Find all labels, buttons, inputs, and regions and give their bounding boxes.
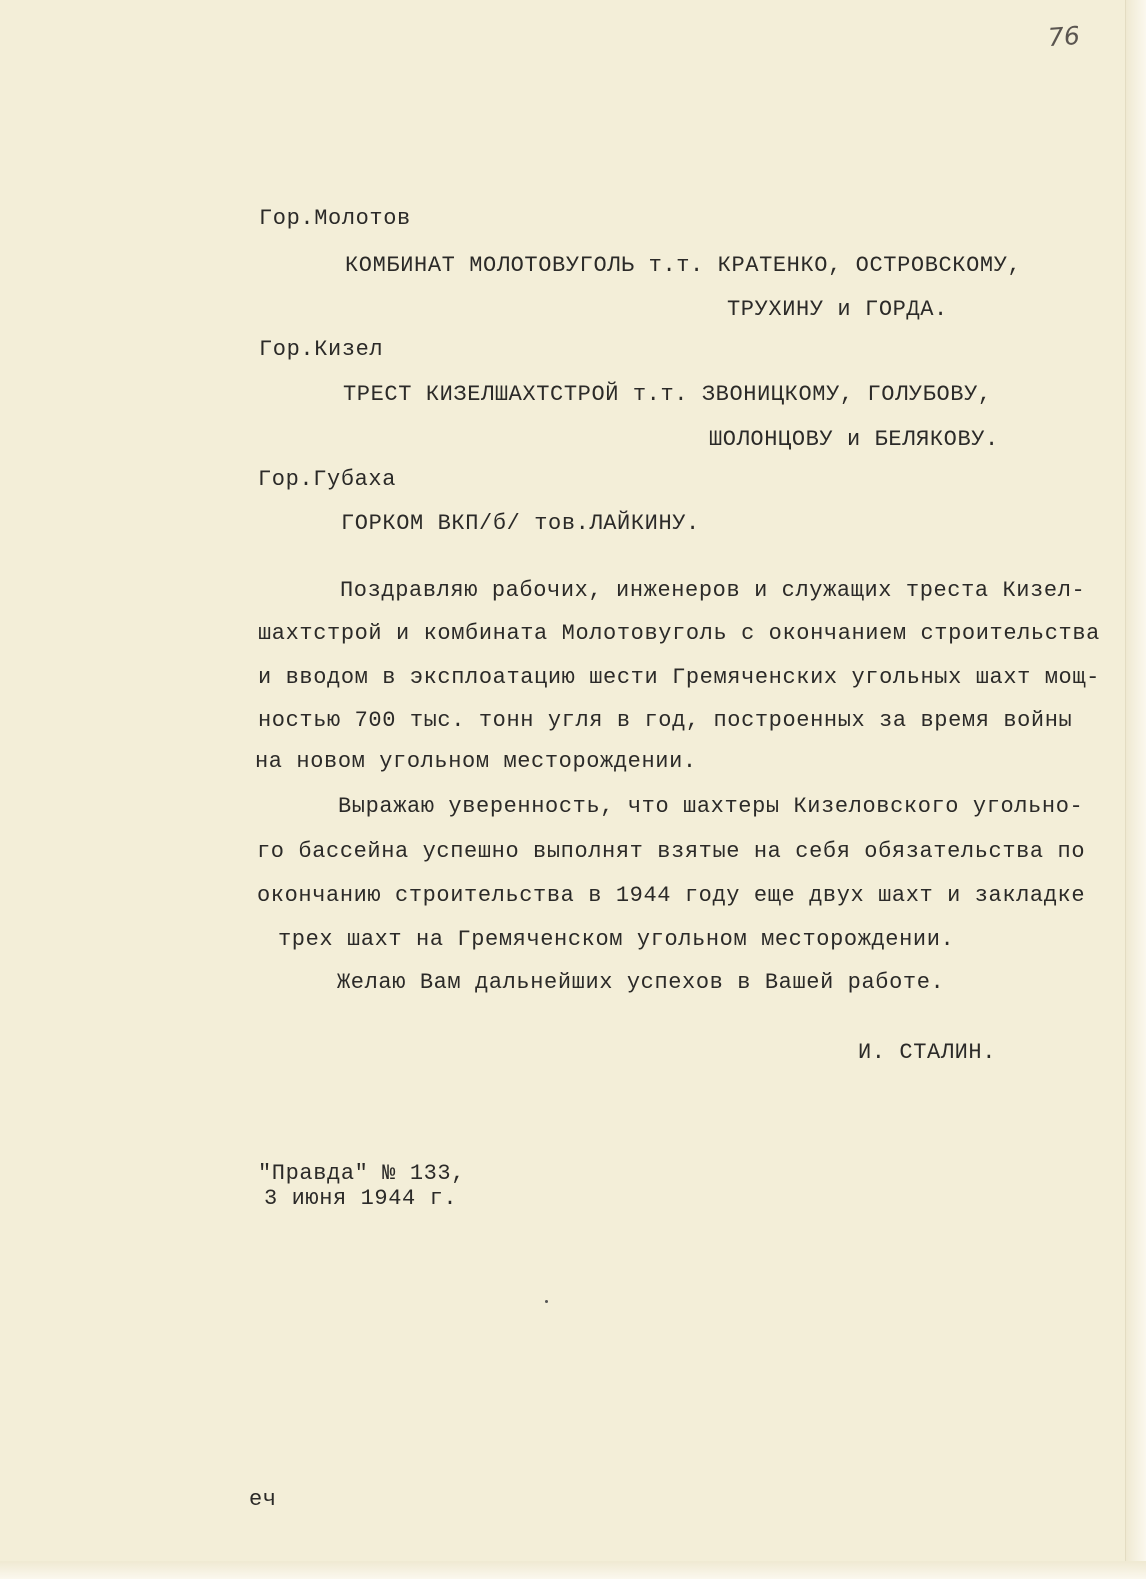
ink-speck xyxy=(545,1300,548,1303)
address-recipient-molotov-line2: ТРУХИНУ и ГОРДА. xyxy=(727,297,948,322)
body-paragraph-2-line-1: Выражаю уверенность, что шахтеры Кизеловского угольно- xyxy=(338,794,1084,819)
page-number: 76 xyxy=(1047,20,1081,53)
body-paragraph-1-line-1: Поздравляю рабочих, инженеров и служащих треста Кизел- xyxy=(340,578,1086,603)
body-paragraph-2-line-4: трех шахт на Гремяченском угольном месторождении. xyxy=(278,927,955,952)
address-recipient-molotov-line1: КОМБИНАТ МОЛОТОВУГОЛЬ т.т. КРАТЕНКО, ОСТРОВСКОМУ, xyxy=(345,253,1022,278)
body-paragraph-1-line-5: на новом угольном месторождении. xyxy=(255,749,697,774)
address-city-kizel: Гор.Кизел xyxy=(259,337,384,362)
body-paragraph-3: Желаю Вам дальнейших успехов в Вашей работе. xyxy=(337,970,945,995)
signature: И. СТАЛИН. xyxy=(858,1040,997,1065)
address-recipient-kizel-line2: ШОЛОНЦОВУ и БЕЛЯКОВУ. xyxy=(709,427,999,452)
typist-mark: еч xyxy=(249,1487,277,1512)
body-paragraph-1-line-4: ностью 700 тыс. тонн угля в год, построенных за время войны xyxy=(258,708,1073,733)
page-edge-right xyxy=(1125,0,1146,1579)
source-line-2: 3 июня 1944 г. xyxy=(264,1186,458,1211)
address-recipient-gubakha-line1: ГОРКОМ ВКП/б/ тов.ЛАЙКИНУ. xyxy=(341,511,700,536)
body-paragraph-1-line-3: и вводом в эксплоатацию шести Гремяченских угольных шахт мощ- xyxy=(258,665,1100,690)
body-paragraph-2-line-3: окончанию строительства в 1944 году еще двух шахт и закладке xyxy=(257,883,1086,908)
body-paragraph-2-line-2: го бассейна успешно выполнят взятые на себя обязательства по xyxy=(257,839,1086,864)
source-line-1: "Правда" № 133, xyxy=(258,1161,466,1186)
address-city-gubakha: Гор.Губаха xyxy=(258,467,397,492)
page-edge-bottom xyxy=(0,1561,1146,1579)
body-paragraph-1-line-2: шахтстрой и комбината Молотовуголь с окончанием строительства xyxy=(258,621,1100,646)
address-city-molotov: Гор.Молотов xyxy=(259,206,411,231)
address-recipient-kizel-line1: ТРЕСТ КИЗЕЛШАХТСТРОЙ т.т. ЗВОНИЦКОМУ, ГОЛУБОВУ, xyxy=(343,382,992,407)
